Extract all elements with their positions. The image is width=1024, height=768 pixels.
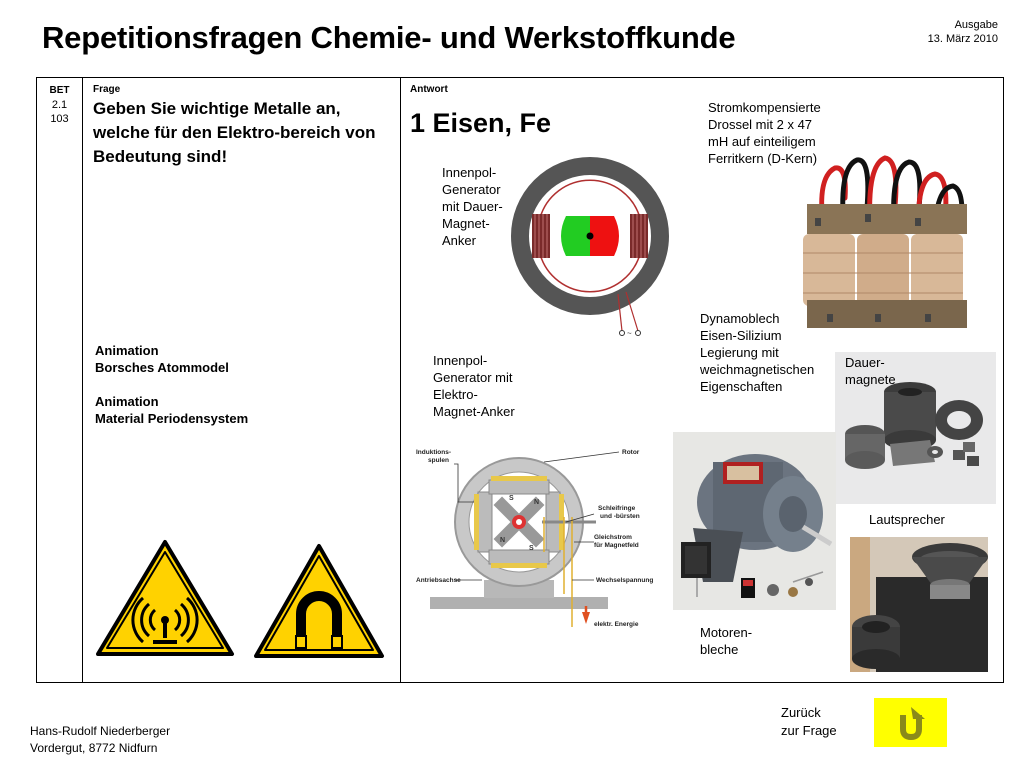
back-to-question-link[interactable]: Zurück zur Frage: [781, 705, 837, 738]
label-induction-coils: Induktions-: [416, 449, 452, 456]
back-to-question-button[interactable]: [874, 698, 947, 747]
label-choke: Stromkompensierte Drossel mit 2 x 47 mH auf einteiligem Ferritkern (D-Kern): [708, 100, 821, 166]
question-id: [36, 84, 83, 126]
svg-text:S: S: [529, 545, 534, 552]
generator-electromagnet-diagram: [414, 442, 654, 638]
generator-permanent-magnet-diagram: [510, 156, 675, 341]
column-divider: [400, 77, 401, 683]
svg-text:und -bürsten: und -bürsten: [600, 513, 640, 520]
svg-text:spulen: spulen: [428, 457, 449, 464]
edition-date: 13. März 2010: [927, 33, 998, 45]
animation-link-periodic-table[interactable]: Animation Material Periodensystem: [95, 394, 249, 426]
animation-links: [95, 342, 248, 427]
answer-heading: 1 Eisen, Fe: [410, 108, 552, 138]
author-info: [30, 723, 170, 757]
motor-photo: [673, 432, 836, 610]
edition-label: Ausgabe: [954, 19, 998, 31]
column-divider: [82, 77, 83, 683]
question-text: Geben Sie wichtige Metalle an, welche für den Elektro-bereich von Bedeutung sind!: [93, 99, 376, 166]
label-permanent-magnets: Dauer- magnete: [845, 355, 896, 387]
page-title: Repetitionsfragen Chemie- und Werkstoffkunde: [42, 20, 736, 55]
label-electric-energy: elektr. Energie: [594, 621, 639, 628]
svg-text:N: N: [534, 499, 540, 506]
u-turn-arrow-icon: [891, 705, 931, 741]
label-ac-voltage: Wechselspannung: [596, 577, 654, 584]
animation-link-atom[interactable]: Animation Borsches Atommodel: [95, 343, 229, 375]
speaker-photo: [850, 537, 988, 672]
label-generator-permanent-magnet: Innenpol- Generator mit Dauer- Magnet- Anker: [442, 165, 503, 248]
label-generator-electromagnet: Innenpol- Generator mit Elektro- Magnet-Anker: [433, 353, 515, 419]
label-motor-sheets: Motoren- bleche: [700, 625, 753, 657]
label-dynamo-sheet: Dynamoblech Eisen-Silizium Legierung mit weichmagnetischen Eigenschaften: [700, 311, 815, 394]
svg-text:N: N: [500, 537, 506, 544]
magnet-warning-icon: [253, 542, 385, 660]
question-number: 103: [50, 113, 69, 125]
label-dc-current: Gleichstrom: [594, 534, 632, 541]
label-rotor: Rotor: [622, 449, 640, 456]
radiation-warning-icon: [95, 538, 235, 658]
svg-text:S: S: [509, 495, 514, 502]
author-name: Hans-Rudolf Niederberger: [30, 724, 171, 738]
label-drive-shaft: Antriebsachse: [416, 577, 461, 584]
answer-column-label: Antwort: [410, 84, 448, 95]
question-column-label: Frage: [93, 84, 121, 95]
label-speaker: Lautsprecher: [869, 512, 945, 527]
terminal-symbol: ~: [627, 329, 632, 338]
author-address: Vordergut, 8772 Nidfurn: [30, 741, 158, 755]
choke-photo: [785, 138, 975, 338]
svg-text:für Magnetfeld: für Magnetfeld: [594, 542, 639, 549]
chapter-number: 2.1: [51, 99, 68, 111]
id-column-label: BET: [49, 85, 70, 96]
edition-info: [928, 18, 998, 46]
label-slip-rings: Schleifringe: [598, 505, 636, 512]
permanent-magnets-photo: [835, 352, 996, 504]
